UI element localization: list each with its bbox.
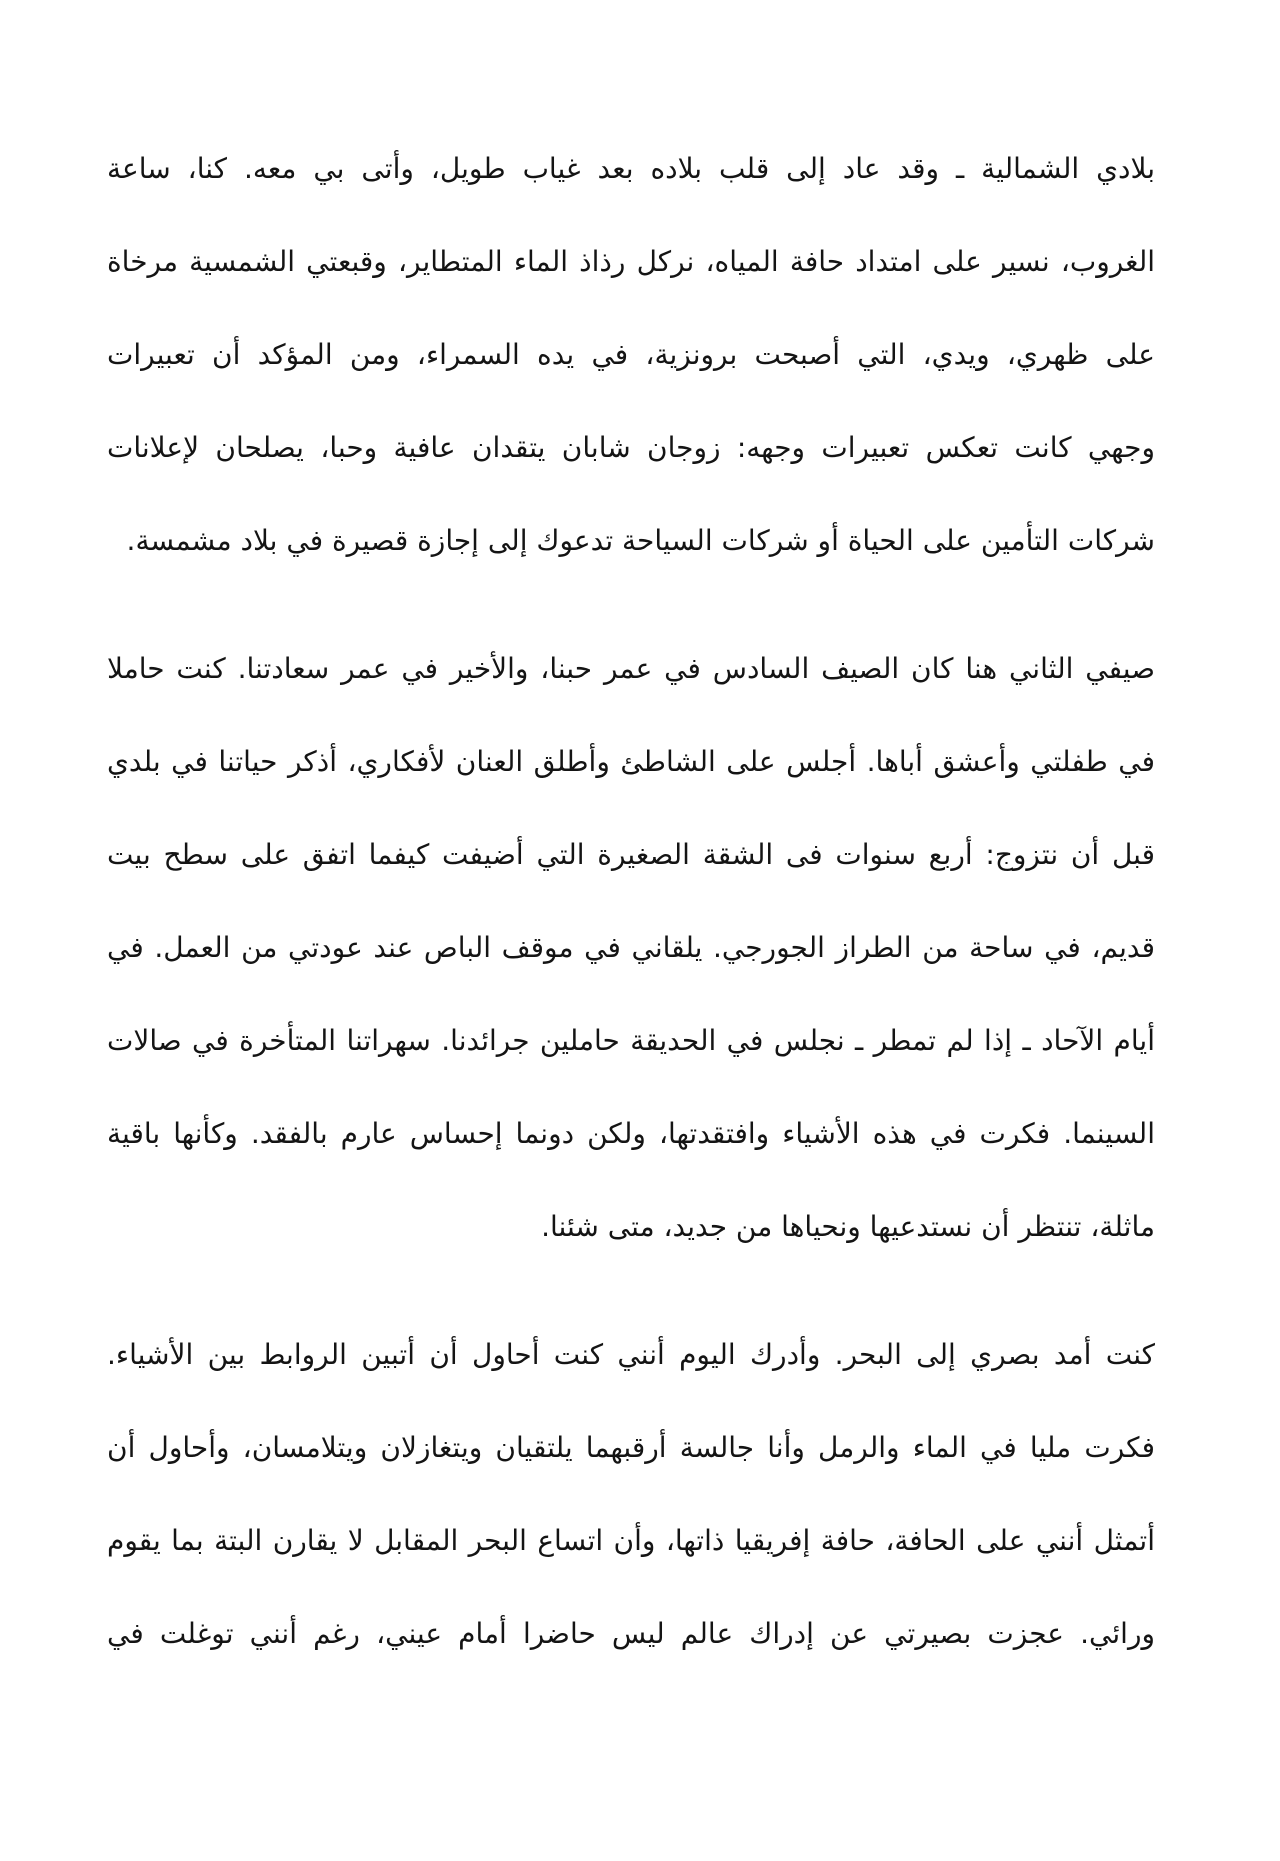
text-line: صيفي الثاني هنا كان الصيف السادس في عمر حبنا، والأخير في عمر سعادتنا. كنت حاملا xyxy=(107,652,1155,685)
paragraph-3 xyxy=(107,1308,1155,1680)
text-line: قبل أن نتزوج: أربع سنوات فى الشقة الصغيرة التي أضيفت كيفما اتفق على سطح بيت xyxy=(107,838,1155,871)
text-line: السينما. فكرت في هذه الأشياء وافتقدتها، ولكن دونما إحساس عارم بالفقد. وكأنها باقية xyxy=(107,1117,1155,1150)
text-line: شركات التأمين على الحياة أو شركات السياحة تدعوك إلى إجازة قصيرة في بلاد مشمسة. xyxy=(126,524,1155,557)
paragraph-1 xyxy=(107,122,1155,587)
text-line: وجهي كانت تعكس تعبيرات وجهه: زوجان شابان يتقدان عافية وحبا، يصلحان لإعلانات xyxy=(107,431,1155,464)
text-line: على ظهري، ويدي، التي أصبحت برونزية، في يده السمراء، ومن المؤكد أن تعبيرات xyxy=(107,338,1155,371)
page-text-block xyxy=(107,122,1155,1715)
text-line: كنت أمد بصري إلى البحر. وأدرك اليوم أنني كنت أحاول أن أتبين الروابط بين الأشياء. xyxy=(107,1338,1155,1371)
text-line: قديم، في ساحة من الطراز الجورجي. يلقاني في موقف الباص عند عودتي من العمل. في xyxy=(107,931,1155,964)
text-line: ورائي. عجزت بصيرتي عن إدراك عالم ليس حاضرا أمام عيني، رغم أنني توغلت في xyxy=(107,1617,1155,1650)
text-line: أتمثل أنني على الحافة، حافة إفريقيا ذاتها، وأن اتساع البحر المقابل لا يقارن البتة بما يقوم xyxy=(107,1524,1155,1557)
paragraph-2 xyxy=(107,622,1155,1273)
text-line: في طفلتي وأعشق أباها. أجلس على الشاطئ وأطلق العنان لأفكاري، أذكر حياتنا في بلدي xyxy=(107,745,1155,778)
text-line: بلادي الشمالية ـ وقد عاد إلى قلب بلاده بعد غياب طويل، وأتى بي معه. كنا، ساعة xyxy=(107,152,1155,185)
text-line: فكرت مليا في الماء والرمل وأنا جالسة أرقبهما يلتقيان ويتغازلان ويتلامسان، وأحاول أن xyxy=(107,1431,1155,1464)
text-line: ماثلة، تنتظر أن نستدعيها ونحياها من جديد، متى شئنا. xyxy=(541,1210,1155,1243)
text-line: أيام الآحاد ـ إذا لم تمطر ـ نجلس في الحديقة حاملين جرائدنا. سهراتنا المتأخرة في صالات xyxy=(107,1024,1155,1057)
text-line: الغروب، نسير على امتداد حافة المياه، نركل رذاذ الماء المتطاير، وقبعتي الشمسية مرخاة xyxy=(107,245,1155,278)
